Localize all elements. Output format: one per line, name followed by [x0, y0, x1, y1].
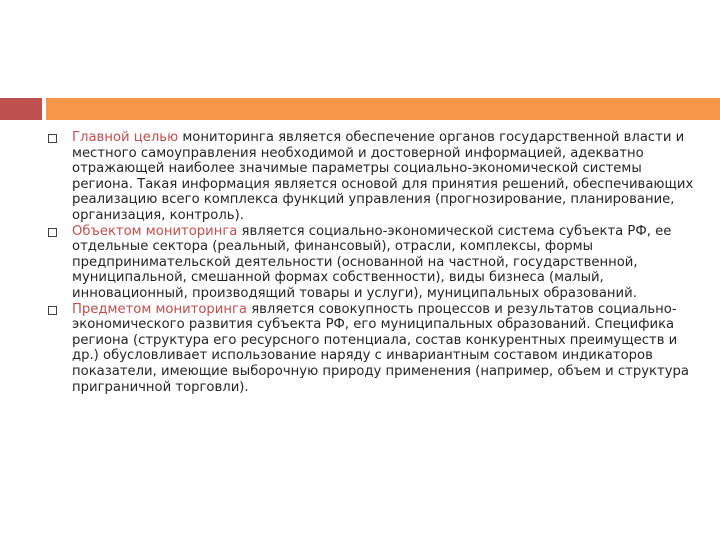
- square-bullet-icon: [48, 228, 57, 237]
- subject-text: является совокупность процессов и результатов социально-экономического развития субъекта РФ, его муниципальных образований. Специфика региона (структура его ресурсного потенциала, состав конкурентных преимуществ и др.) обусловливает использование наряду с инвариантным составом индикаторов показатели, имеющие выборочную природу применения (например, объем и структура приграничной торговли).: [72, 301, 689, 395]
- goal-highlight: Главной целью: [72, 130, 179, 145]
- object-highlight: Объектом мониторинга: [72, 223, 238, 239]
- square-bullet-icon: [48, 306, 57, 315]
- bullet-item-subject: [44, 302, 700, 396]
- bullet-item-object: [44, 224, 700, 302]
- object-text: является социально-экономической система субъекта РФ, ее отдельные сектора (реальный, финансовый), отрасли, комплексы, формы предпринимательской деятельности (основанной на частной, государственной, муниципальной, смешанной формах собственности), виды бизнеса (малый, инновационный, производящий товары и услуги), муниципальных образований.: [72, 223, 672, 301]
- accent-bar-left: [0, 98, 42, 120]
- accent-bar-right: [46, 98, 720, 120]
- goal-text: мониторинга является обеспечение органов государственной власти и местного самоуправления необходимой и достоверной информацией, адекватно отражающей наиболее значимые параметры социально-экономической системы региона. Такая информация является основой для принятия решений, обеспечивающих реализацию всего комплекса функций управления (прогнозирование, планирование, организация, контроль).: [72, 130, 694, 223]
- bullet-item-goal: [44, 130, 700, 224]
- square-bullet-icon: [48, 134, 57, 143]
- slide-content: [44, 130, 700, 395]
- subject-highlight: Предметом мониторинга: [72, 301, 248, 317]
